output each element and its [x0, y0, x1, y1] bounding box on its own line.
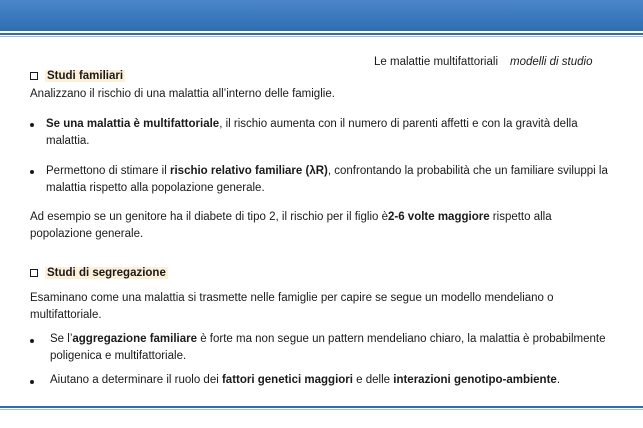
bold-text: 2-6 volte maggiore — [387, 211, 490, 223]
section-heading-studi-familiari — [30, 70, 125, 82]
plain-text: Ad esempio se un genitore ha il diabete di tipo 2, il rischio per il figlio è — [30, 211, 388, 223]
bullet-dot — [30, 123, 34, 127]
top-divider-thin — [0, 36, 643, 37]
bottom-divider-thin — [0, 409, 643, 410]
plain-text: . — [556, 374, 561, 386]
bottom-divider — [0, 406, 643, 408]
section2-bullet1 — [50, 331, 625, 365]
plain-text: rispetto alla popolazione generale. — [30, 211, 552, 240]
bold-text: interazioni genotipo-ambiente — [393, 374, 557, 386]
top-banner — [0, 0, 643, 31]
bold-text: fattori genetici maggiori — [221, 374, 353, 386]
heading-label: Studi familiari — [47, 70, 124, 82]
bold-text: aggregazione familiare — [72, 333, 197, 345]
heading-label: Studi di segregazione — [47, 267, 166, 279]
section2-bullet2 — [50, 372, 625, 389]
plain-text: Permettono di stimare il — [46, 165, 170, 177]
checkbox-bullet-icon — [30, 72, 38, 80]
slide-title: Le malattie multifattoriali — [374, 56, 498, 68]
bullet-dot — [30, 339, 34, 343]
checkbox-bullet-icon — [30, 269, 38, 277]
plain-text: Se l’ — [50, 333, 73, 345]
section1-bullet1 — [46, 116, 606, 150]
slide-subtitle: modelli di studio — [510, 56, 593, 68]
bold-text: rischio relativo familiare (λR) — [170, 165, 328, 177]
bold-text: Se una malattia è multifattoriale — [46, 118, 220, 130]
bullet-dot — [30, 380, 34, 384]
plain-text: Aiutano a determinare il ruolo dei — [50, 374, 222, 386]
plain-text: , il rischio aumenta con il numero di parenti affetti e con la gravità della malattia. — [46, 118, 578, 147]
section-heading-studi-segregazione — [30, 267, 168, 279]
top-divider — [0, 33, 643, 35]
plain-text: è forte ma non segue un pattern mendeliano chiaro, la malattia è probabilmente poligenica e multifattoriale. — [50, 333, 606, 362]
bullet-dot — [30, 170, 34, 174]
section1-bullet2 — [46, 163, 621, 197]
plain-text: , confrontando la probabilità che un familiare sviluppi la malattia rispetto alla popolazione generale. — [46, 165, 608, 194]
slide-header — [374, 56, 592, 68]
section2-intro: Esaminano come una malattia si trasmette nelle famiglie per capire se segue un modello mendeliano o multifattoriale. — [30, 292, 554, 321]
section1-example — [30, 209, 575, 243]
plain-text: e delle — [352, 374, 394, 386]
section1-intro: Analizzano il rischio di una malattia all’interno delle famiglie. — [30, 88, 335, 100]
